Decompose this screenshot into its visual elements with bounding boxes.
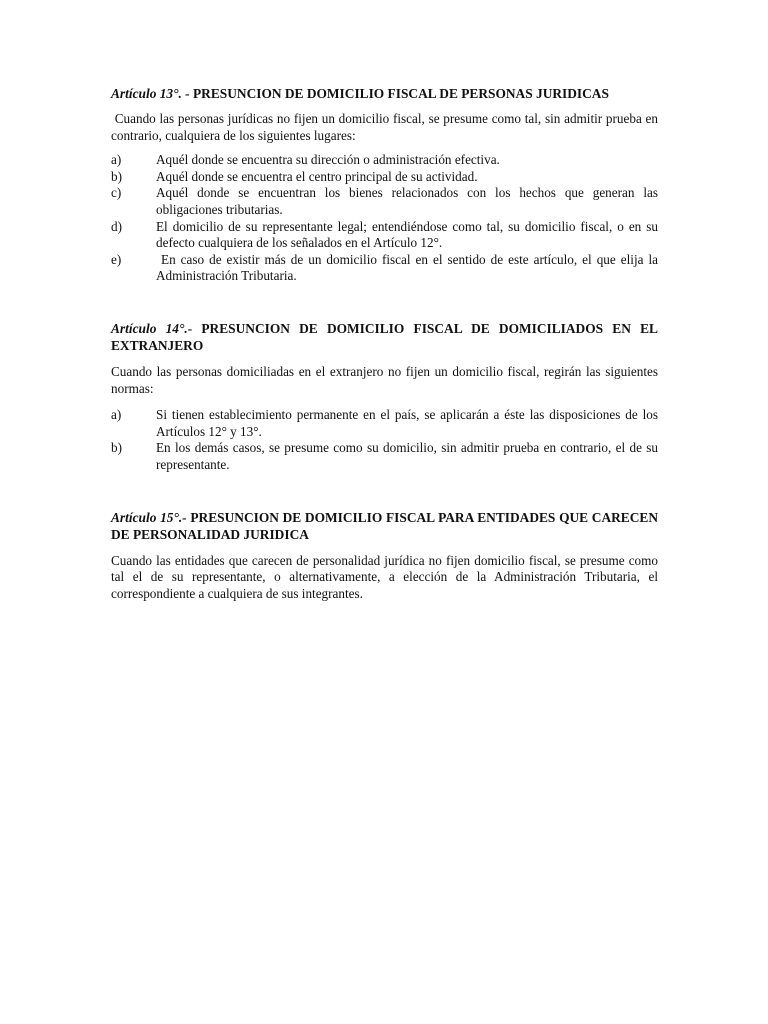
list-item-text: El domicilio de su representante legal; entendiéndose como tal, su domicilio fiscal, o en su defecto cualquiera de los señalados en el Artículo 12°.: [156, 218, 658, 251]
article-14-heading: [111, 320, 658, 354]
list-item: [111, 152, 658, 169]
document-page: [111, 85, 658, 602]
list-item-text: En los demás casos, se presume como su domicilio, sin admitir prueba en contrario, el de su representante.: [156, 440, 658, 472]
list-item-marker: a): [111, 152, 122, 168]
list-item-marker: d): [111, 218, 122, 234]
article-13: [111, 85, 658, 285]
article-13-number: Artículo 13°. -: [111, 86, 190, 101]
list-item: [111, 169, 658, 186]
article-13-list: [111, 152, 658, 285]
list-item-text: Aquél donde se encuentra su dirección o administración efectiva.: [156, 152, 500, 168]
list-item: [111, 219, 658, 252]
article-14-paragraph: Cuando las personas domiciliadas en el extranjero no fijen un domicilio fiscal, regirán las siguientes normas:: [111, 363, 658, 396]
list-item-text: Aquél donde se encuentra el centro principal de su actividad.: [156, 168, 478, 184]
list-item: [111, 440, 658, 473]
article-15-paragraph: Cuando las entidades que carecen de personalidad jurídica no fijen domicilio fiscal, se presume como tal el de su representante, o alternativamente, a elección de la Administración Tributaria, el correspondiente a cualquiera de sus integrantes.: [111, 552, 658, 601]
list-item: [111, 185, 658, 218]
article-15-heading: [111, 509, 658, 543]
article-14-list: [111, 407, 658, 473]
list-item-text: Si tienen establecimiento permanente en el país, se aplicarán a éste las disposiciones de los Artículos 12° y 13°.: [156, 407, 658, 439]
article-14-number: Artículo 14°.-: [111, 320, 193, 336]
list-item: [111, 252, 658, 285]
article-15: [111, 509, 658, 603]
list-item-marker: b): [111, 440, 122, 456]
article-14-title: PRESUNCION DE DOMICILIO FISCAL DE DOMICILIADOS EN EL EXTRANJERO: [111, 320, 658, 353]
list-item-marker: b): [111, 168, 122, 184]
article-15-number: Artículo 15°.-: [111, 509, 187, 525]
list-item: [111, 407, 658, 440]
article-13-title: PRESUNCION DE DOMICILIO FISCAL DE PERSONAS JURIDICAS: [193, 86, 609, 101]
list-item-text: En caso de existir más de un domicilio fiscal en el sentido de este artículo, el que elija la Administración Tributaria.: [156, 251, 658, 284]
list-item-text: Aquél donde se encuentran los bienes relacionados con los hechos que generan las obligaciones tributarias.: [156, 185, 658, 217]
article-15-title: PRESUNCION DE DOMICILIO FISCAL PARA ENTIDADES QUE CARECEN DE PERSONALIDAD JURIDICA: [111, 509, 659, 542]
list-item-marker: a): [111, 407, 122, 423]
list-item-marker: c): [111, 185, 122, 201]
list-item-marker: e): [111, 251, 122, 267]
article-13-heading: [111, 85, 658, 102]
article-13-paragraph: Cuando las personas jurídicas no fijen un domicilio fiscal, se presume como tal, sin admitir prueba en contrario, cualquiera de los siguientes lugares:: [111, 111, 658, 143]
article-14: [111, 320, 658, 474]
